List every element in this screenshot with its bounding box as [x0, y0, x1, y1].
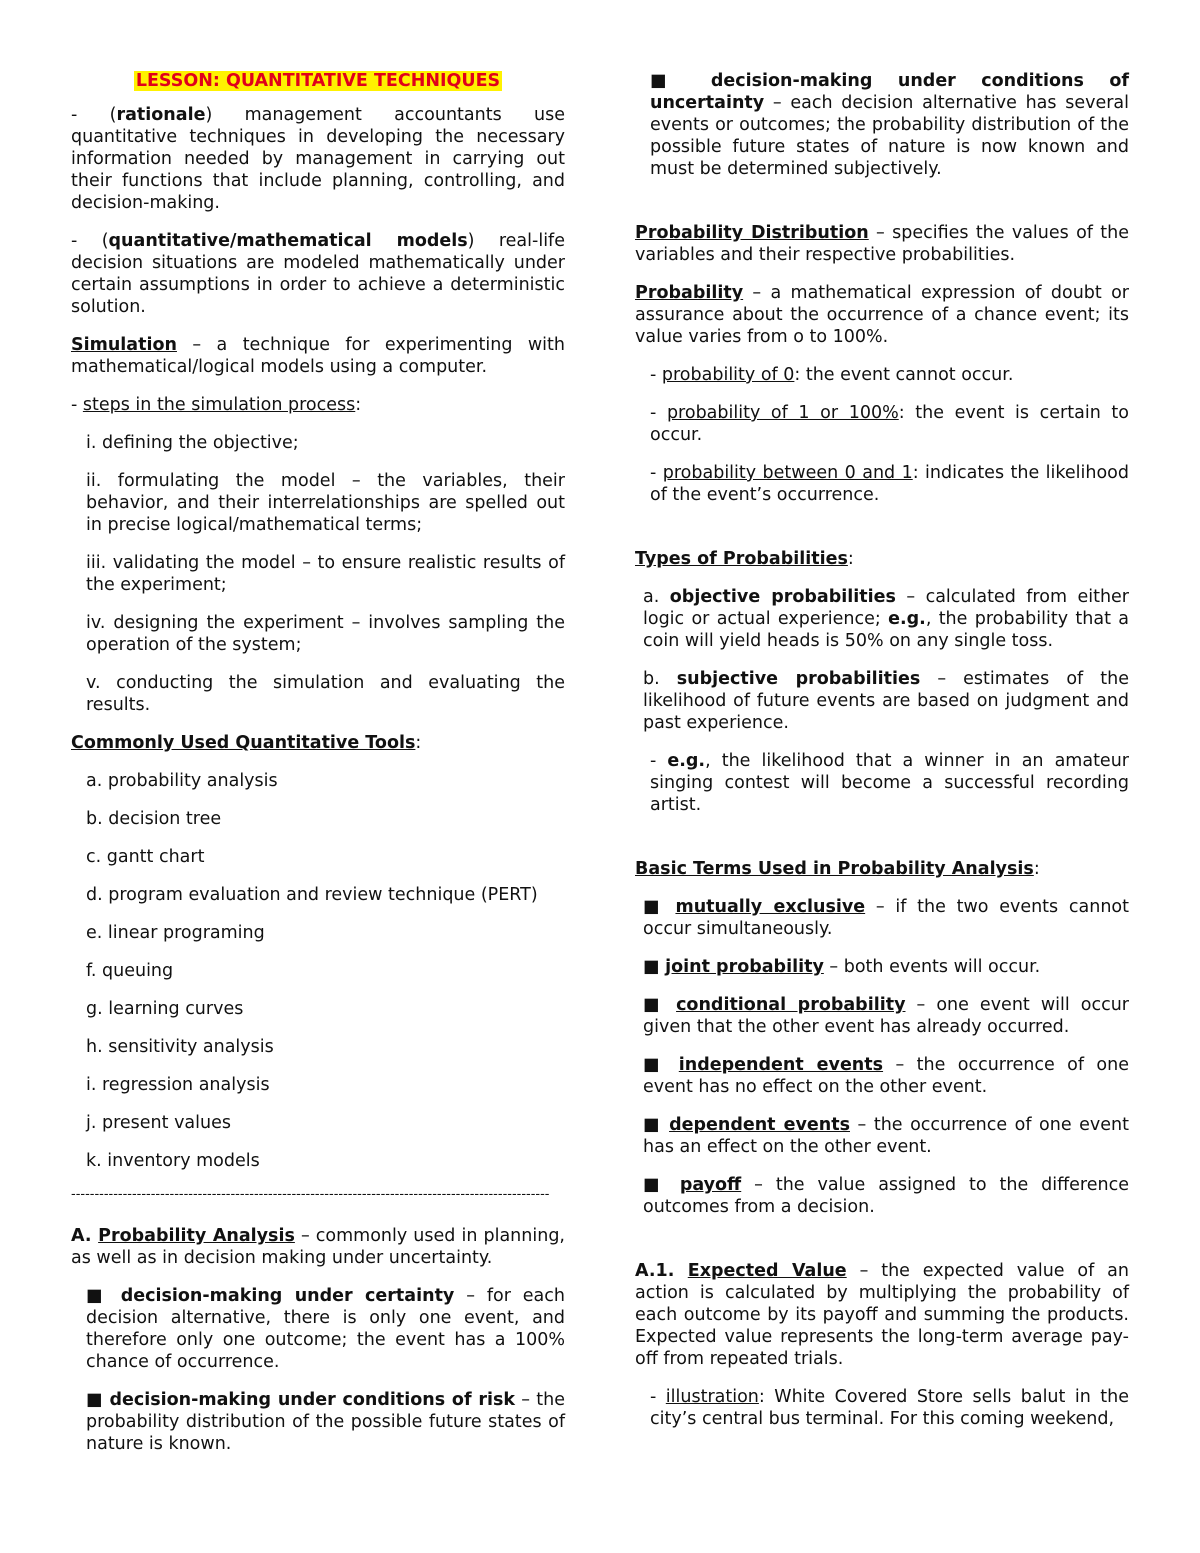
square-bullet-icon: ■	[650, 71, 711, 91]
certainty-paragraph: ■ decision-making under certainty – for each decision alternative, there is only one event, and therefore only one outcome; the event has a 100% chance of occurrence.	[86, 1286, 565, 1372]
illustration-paragraph: - illustration: White Covered Store sells balut in the city’s central bus terminal. For this coming weekend,	[650, 1387, 1129, 1429]
term-item: ■ mutually exclusive – if the two events cannot occur simultaneously.	[643, 897, 1129, 939]
tool-item: g. learning curves	[86, 999, 244, 1019]
expected-value-paragraph: A.1. Expected Value – the expected value of an action is calculated by multiplying the probability of each outcome by its payoff and summing the products. Expected value represents the long-term average pay-off from repeated trials.	[635, 1261, 1129, 1369]
lesson-title-line	[71, 70, 565, 92]
probability-analysis-paragraph: A. Probability Analysis – commonly used in planning, as well as in decision making under uncertainty.	[71, 1226, 565, 1268]
step-item: ii. formulating the model – the variables, their behavior, and their interrelationships are spelled out in precise logical/mathematical terms;	[86, 471, 565, 535]
square-bullet-icon: ■	[643, 995, 677, 1015]
probability-item: - probability between 0 and 1: indicates the likelihood of the event’s occurrence.	[650, 463, 1129, 505]
tool-item: f. queuing	[86, 961, 174, 981]
tool-item: d. program evaluation and review technique (PERT)	[86, 885, 538, 905]
objective-paragraph: a. objective probabilities – calculated from either logic or actual experience; e.g., the probability that a coin will yield heads is 50% on any single toss.	[643, 587, 1130, 651]
lesson-title: LESSON: QUANTITATIVE TECHNIQUES	[135, 71, 501, 91]
probability-distribution-paragraph: Probability Distribution – specifies the values of the variables and their respective probabilities.	[635, 223, 1129, 265]
probability-paragraph: Probability – a mathematical expression of doubt or assurance about the occurrence of a chance event; its value varies from o to 100%.	[635, 283, 1129, 347]
probability-item: - probability of 1 or 100%: the event is certain to occur.	[650, 403, 1129, 445]
term-item: ■ independent events – the occurrence of one event has no effect on the other event.	[643, 1055, 1130, 1097]
term-item: ■ dependent events – the occurrence of one event has an effect on the other event.	[643, 1115, 1129, 1157]
types-heading: Types of Probabilities:	[635, 549, 854, 569]
risk-paragraph: ■ decision-making under conditions of risk – the probability distribution of the possible future states of nature is known.	[86, 1390, 565, 1454]
term-item: ■ payoff – the value assigned to the difference outcomes from a decision.	[643, 1175, 1129, 1217]
step-item: i. defining the objective;	[86, 433, 299, 453]
tools-heading: Commonly Used Quantitative Tools:	[71, 733, 422, 753]
steps-heading: - steps in the simulation process:	[71, 395, 362, 415]
models-paragraph: - (quantitative/mathematical models) real-life decision situations are modeled mathematically under certain assumptions in order to achieve a deterministic solution.	[71, 231, 565, 317]
right-column	[635, 70, 1129, 1430]
tool-item: j. present values	[86, 1113, 231, 1133]
probability-item: - probability of 0: the event cannot occur.	[650, 365, 1014, 385]
uncertainty-paragraph: ■ decision-making under conditions of uncertainty – each decision alternative has several events or outcomes; the probability distribution of the possible future states of nature is now known and must be determined subjectively.	[650, 71, 1129, 179]
term-item: ■ conditional probability – one event will occur given that the other event has already occurred.	[643, 995, 1129, 1037]
square-bullet-icon: ■	[86, 1390, 110, 1410]
square-bullet-icon: ■	[643, 1175, 680, 1195]
square-bullet-icon: ■	[643, 897, 676, 917]
tool-item: i. regression analysis	[86, 1075, 270, 1095]
square-bullet-icon: ■	[643, 1055, 679, 1075]
tool-item: a. probability analysis	[86, 771, 278, 791]
square-bullet-icon: ■	[86, 1286, 121, 1306]
square-bullet-icon: ■	[643, 957, 666, 977]
left-column	[71, 70, 565, 1455]
step-item: v. conducting the simulation and evaluating the results.	[86, 673, 565, 715]
tool-item: k. inventory models	[86, 1151, 260, 1171]
term-item: ■ joint probability – both events will occur.	[643, 957, 1041, 977]
rationale-paragraph: - (rationale) management accountants use quantitative techniques in developing the necessary information needed by management in carrying out their functions that include planning, controlling, and decision-making.	[71, 105, 565, 213]
step-item: iii. validating the model – to ensure realistic results of the experiment;	[86, 553, 565, 595]
simulation-paragraph: Simulation – a technique for experimenting with mathematical/logical models using a computer.	[71, 335, 565, 377]
tool-item: b. decision tree	[86, 809, 222, 829]
step-item: iv. designing the experiment – involves sampling the operation of the system;	[86, 613, 565, 655]
square-bullet-icon: ■	[643, 1115, 670, 1135]
section-divider: ------------------------------------------------------------------------------------------------------	[71, 1188, 550, 1202]
tool-item: h. sensitivity analysis	[86, 1037, 274, 1057]
subjective-paragraph: b. subjective probabilities – estimates of the likelihood of future events are based on judgment and past experience.	[643, 669, 1129, 733]
subjective-example: - e.g., the likelihood that a winner in an amateur singing contest will become a successful recording artist.	[650, 751, 1129, 815]
basic-terms-heading: Basic Terms Used in Probability Analysis:	[635, 859, 1040, 879]
tool-item: c. gantt chart	[86, 847, 205, 867]
tool-item: e. linear programing	[86, 923, 265, 943]
